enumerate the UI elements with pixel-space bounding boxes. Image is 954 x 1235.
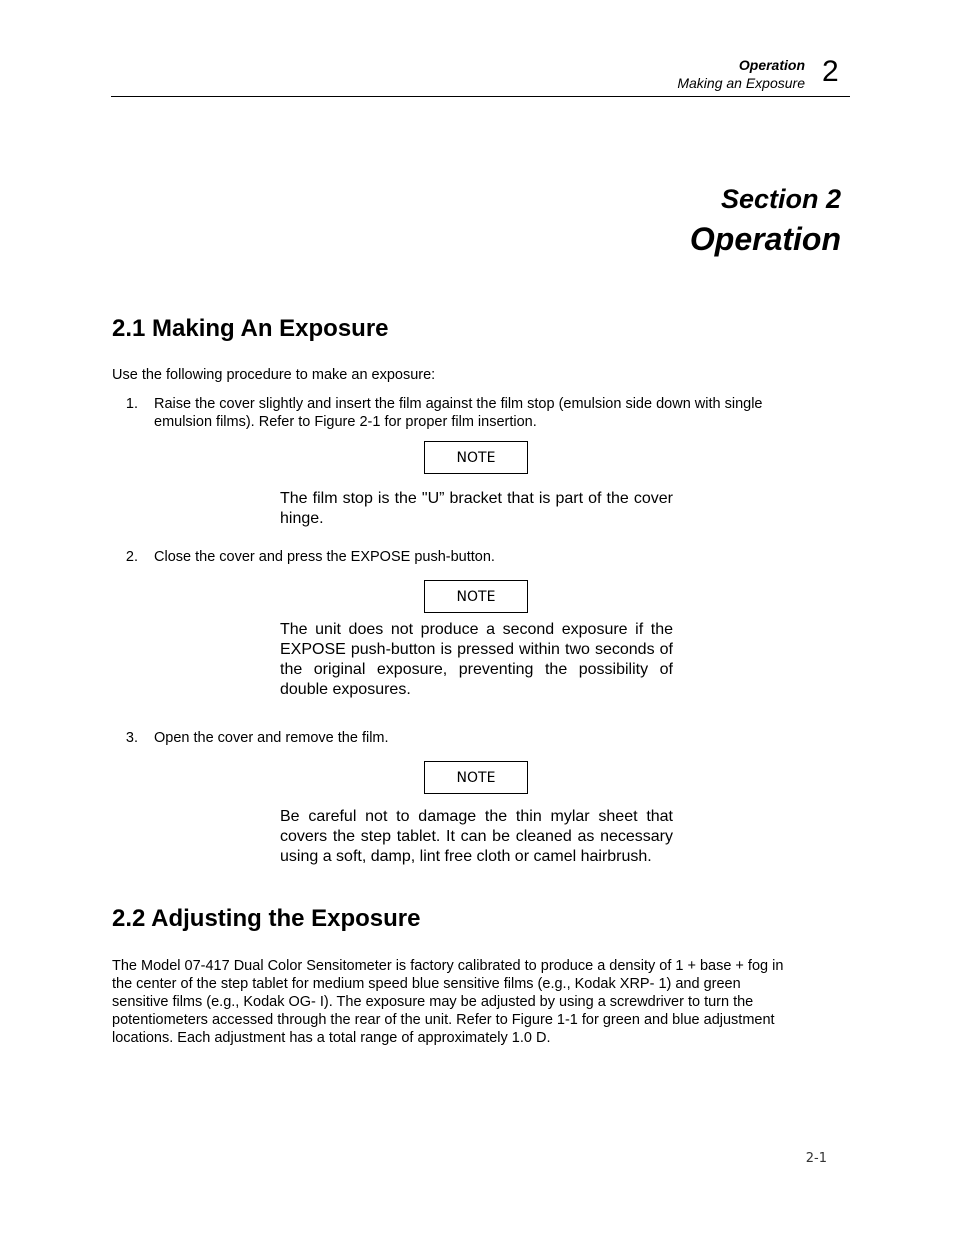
body-text-line: potentiometers accessed through the rear of the unit. Refer to Figure 1-1 for green and blue adjustment [112, 1012, 775, 1028]
heading-adjusting-the-exposure: 2.2 Adjusting the Exposure [112, 905, 421, 932]
heading-making-an-exposure: 2.1 Making An Exposure [112, 315, 389, 342]
note-label-box: NOTE [424, 441, 528, 474]
body-text-line: the center of the step tablet for medium speed blue sensitive films (e.g., Kodak XRP- 1) and green [112, 976, 741, 992]
page-number: 2-1 [805, 1151, 827, 1166]
running-header-section-subtitle: Making an Exposure [677, 75, 805, 91]
section-title: Operation [689, 221, 841, 257]
section-label: Section 2 [720, 184, 841, 214]
step-text-line: emulsion films). Refer to Figure 2-1 for proper film insertion. [154, 414, 537, 430]
body-text-line: locations. Each adjustment has a total range of approximately 1.0 D. [112, 1030, 551, 1046]
note-text: The film stop is the "U” bracket that is part of the cover hinge. [280, 490, 673, 527]
note-label-box: NOTE [424, 580, 528, 613]
step-number: 3. [125, 730, 138, 746]
step-text-line: Close the cover and press the EXPOSE push-button. [154, 549, 495, 565]
procedure-intro: Use the following procedure to make an exposure: [112, 367, 436, 383]
step-text-line: Raise the cover slightly and insert the film against the film stop (emulsion side down with single [154, 396, 763, 412]
step-number: 1. [125, 396, 138, 412]
running-header-chapter-title: Operation [738, 57, 805, 73]
note-label-box: NOTE [424, 761, 528, 794]
step-number: 2. [125, 549, 138, 565]
running-header-chapter-number: 2 [822, 55, 839, 88]
header-divider [111, 96, 850, 97]
body-text-line: The Model 07-417 Dual Color Sensitometer is factory calibrated to produce a density of 1 + base + fog in [112, 958, 784, 974]
step-text-line: Open the cover and remove the film. [154, 730, 389, 746]
note-text: The unit does not produce a second exposure if the EXPOSE push-button is pressed within two seconds of the original exposure, preventing the possibility of double exposures. [280, 621, 673, 698]
note-text: Be careful not to damage the thin mylar sheet that covers the step tablet. It can be cleaned as necessary using a soft, damp, lint free cloth or camel hairbrush. [280, 808, 673, 865]
body-text-line: sensitive films (e.g., Kodak OG- I). The exposure may be adjusted by using a screwdriver to turn the [112, 994, 754, 1010]
